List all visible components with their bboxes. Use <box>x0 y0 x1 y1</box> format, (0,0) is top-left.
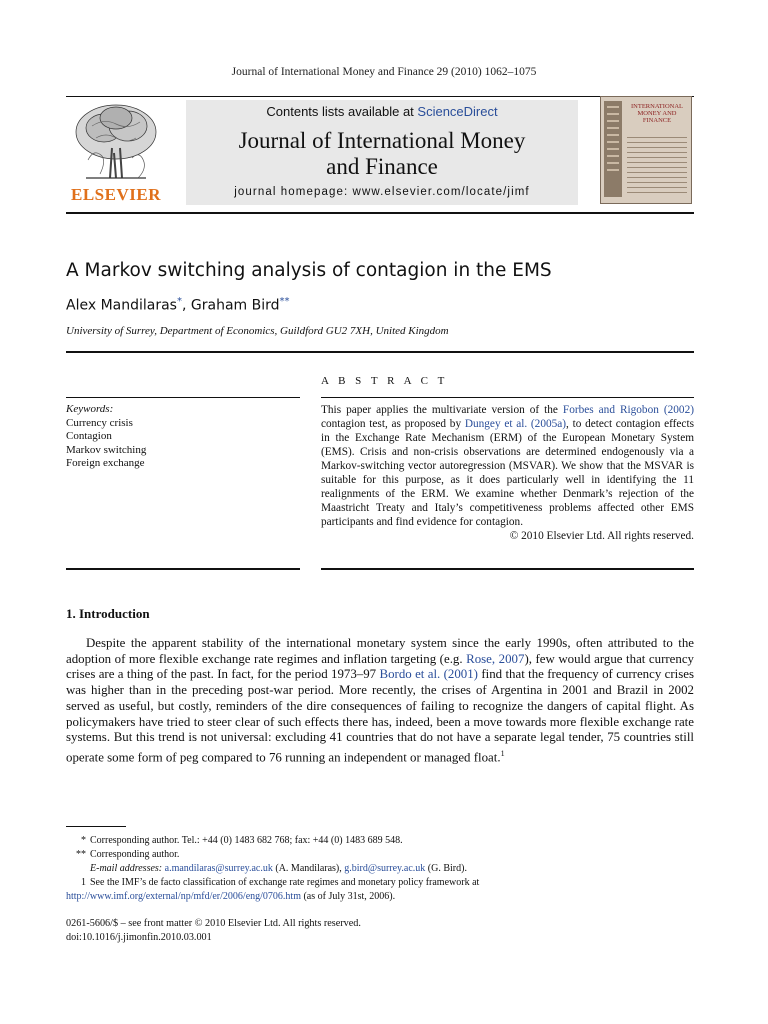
author-list <box>66 296 706 314</box>
article-title: A Markov switching analysis of contagion in the EMS <box>66 260 552 281</box>
journal-masthead-panel <box>186 100 578 205</box>
elsevier-tree-icon <box>66 98 166 184</box>
journal-title <box>186 128 578 180</box>
footnotes <box>66 834 694 904</box>
author-separator: , <box>181 297 191 314</box>
citation-link[interactable]: Rose, 2007 <box>466 651 525 666</box>
imf-url-link[interactable]: http://www.imf.org/external/np/mfd/er/2006/eng/0706.htm <box>66 891 301 902</box>
abstract-copyright: © 2010 Elsevier Ltd. All rights reserved. <box>509 530 694 542</box>
keyword-item: Currency crisis <box>66 416 133 429</box>
body-text-run: Despite the apparent stability of the international monetary system since the early 1990s, often attributed to the adoption of more flexible exchange rate regimes and inflation targeting (e.g. <box>66 636 694 666</box>
issn-line: 0261-5606/$ – see front matter © 2010 Elsevier Ltd. All rights reserved. <box>66 918 361 929</box>
email-owner: (A. Mandilaras), <box>272 863 345 874</box>
author-name: Graham Bird <box>190 297 280 314</box>
section-heading-introduction: 1. Introduction <box>66 606 150 621</box>
keywords-box <box>66 403 300 471</box>
keywords-bottom-rule <box>66 568 300 570</box>
keyword-item: Foreign exchange <box>66 457 145 469</box>
homepage-prefix: journal homepage: <box>234 186 353 198</box>
footnote-mark: * <box>81 835 86 846</box>
sciencedirect-link[interactable]: ScienceDirect <box>417 104 498 119</box>
header-divider <box>66 351 694 353</box>
email-link[interactable]: a.mandilaras@surrey.ac.uk <box>164 863 273 874</box>
email-owner: (G. Bird). <box>425 863 467 874</box>
keyword-item: Contagion <box>66 430 112 442</box>
footnote-text: Corresponding author. Tel.: +44 (0) 1483 682 768; fax: +44 (0) 1483 689 548. <box>90 835 403 846</box>
cover-title: INTERNATIONAL MONEY AND FINANCE <box>631 103 683 124</box>
citation-link[interactable]: Dungey et al. (2005a) <box>464 418 567 430</box>
citation-link[interactable]: Forbes and Rigobon (2002) <box>562 404 694 416</box>
abstract-text-run: This paper applies the multivariate version of the <box>321 404 563 416</box>
front-matter <box>66 917 694 945</box>
author-affiliation: University of Surrey, Department of Economics, Guildford GU2 7XH, United Kingdom <box>66 325 449 337</box>
keywords-label: Keywords: <box>66 403 114 415</box>
footnote-3 <box>66 876 694 904</box>
footnote-text: See the IMF’s de facto classification of exchange rate regimes and monetary policy framework at <box>90 877 480 888</box>
publisher-name: ELSEVIER <box>71 185 161 204</box>
footnote-mark: 1 <box>81 877 86 888</box>
footnote-rule <box>66 826 126 827</box>
publisher-logo <box>66 98 182 208</box>
footnote-marker[interactable]: 1 <box>500 748 505 758</box>
abstract-text-run: , to detect contagion effects in the Exchange Rate Mechanism (ERM) of the European Monetary System (EMS). Crisis and non-crisis observations are determined endogenously via a Markov-switching vector autoregression (MSVAR). We show that the MSVAR is suitable for this purpose, as it does particularly well in identifying the 11 realignments of the ERM. We examine whether Denmark’s rejection of the Maastricht Treaty and Italy’s competitiveness problems affected other EMS participants and find evidence for contagion. <box>321 418 694 528</box>
email-label: E-mail addresses: <box>90 863 163 874</box>
abstract-text <box>321 403 694 543</box>
abstract-top-rule <box>321 397 694 398</box>
masthead-bottom-rule <box>66 212 694 214</box>
running-header: Journal of International Money and Finance 29 (2010) 1062–1075 <box>231 66 537 78</box>
email-link[interactable]: g.bird@surrey.ac.uk <box>344 863 426 874</box>
abstract-bottom-rule <box>321 568 694 570</box>
contents-line <box>186 104 578 119</box>
homepage-link[interactable]: www.elsevier.com/locate/jimf <box>352 186 530 198</box>
abstract-heading: A B S T R A C T <box>321 375 448 387</box>
footnote-text: Corresponding author. <box>90 849 180 860</box>
keywords-top-rule <box>66 397 300 398</box>
abstract-paragraph <box>321 403 694 529</box>
introduction-paragraph <box>66 636 694 766</box>
author-name: Alex Mandilaras <box>66 297 177 314</box>
journal-cover-thumbnail <box>600 96 692 204</box>
footnote-1 <box>66 834 694 848</box>
keyword-item: Markov switching <box>66 443 147 456</box>
author-note-marker[interactable]: ** <box>279 296 290 307</box>
footnote-text-tail: (as of July 31st, 2006). <box>300 891 396 902</box>
doi-line: doi:10.1016/j.jimonfin.2010.03.001 <box>66 932 212 943</box>
author-note-marker[interactable]: * <box>176 296 182 307</box>
contents-prefix: Contents lists available at <box>266 104 418 119</box>
abstract-text-run: contagion test, as proposed by <box>321 418 465 430</box>
cover-spine <box>604 101 622 197</box>
body-text-run: find that the frequency of currency crises was higher than in the preceding post-war period. More recently, the crises of Argentina in 2001 and Brazil in 2002 served as useful, but costly, reminders of the dire consequences of failing to recognize the dangers of capital flight. As policymakers have tried to steer clear of such effects there has, indeed, been a move towards more flexible exchange rate systems. But this trend is not universal: excluding 41 countries that do not have a separate legal tender, 75 countries still operate some form of peg compared to 76 running an independent or managed float. <box>66 667 694 765</box>
email-addresses <box>66 862 694 876</box>
journal-title-line2: and Finance <box>326 154 438 179</box>
footnote-mark: ** <box>76 849 86 860</box>
footnote-2 <box>66 848 694 862</box>
body-text-run: ), few would argue that currency crises are a thing of the past. In fact, for the period 1973–97 <box>66 651 694 682</box>
cover-contents-lines <box>627 137 687 197</box>
journal-homepage <box>186 186 578 198</box>
journal-title-line1: Journal of International Money <box>238 128 526 153</box>
citation-link[interactable]: Bordo et al. (2001) <box>379 667 478 682</box>
